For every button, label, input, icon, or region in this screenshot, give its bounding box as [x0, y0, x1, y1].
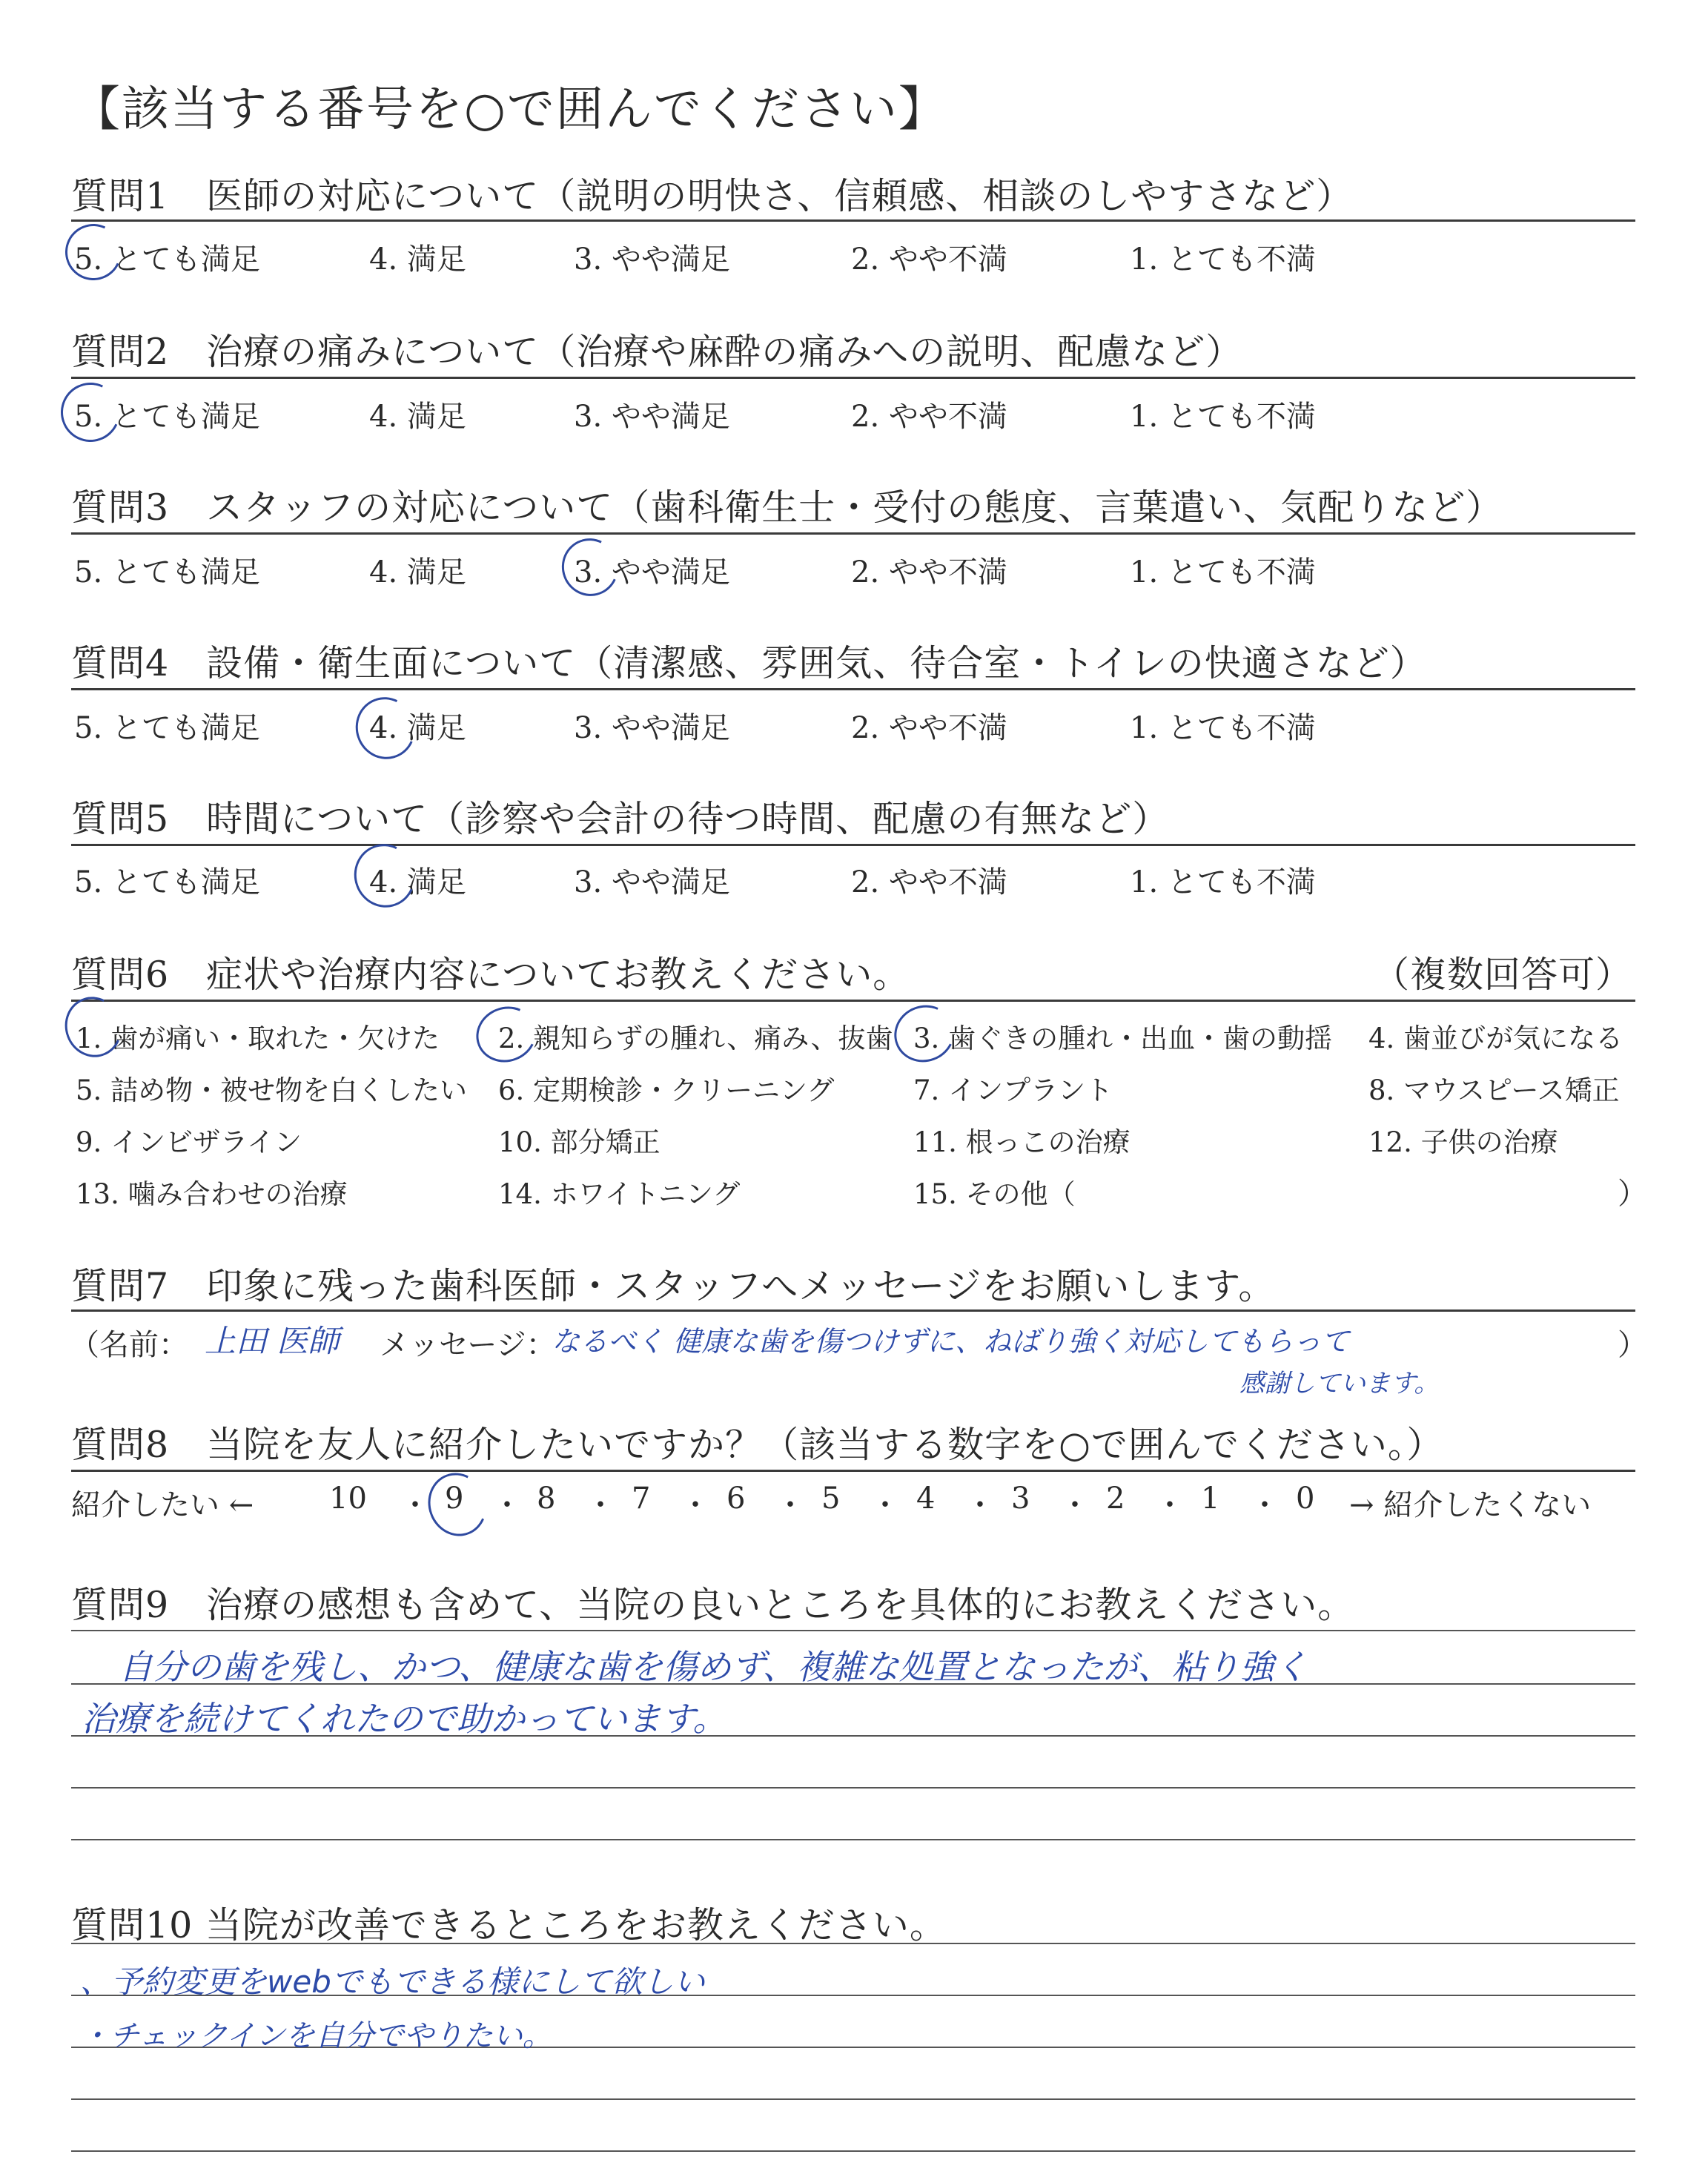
q2-option-1[interactable]: 1. とても不満	[1130, 400, 1316, 434]
q8-dot: ・	[1155, 1488, 1185, 1522]
q7-title: 質問7 印象に残った歯科医師・スタッフへメッセージをお願いします。	[71, 1265, 1276, 1307]
q6-option-14[interactable]: 14. ホワイトニング	[498, 1178, 741, 1210]
q4-option-5[interactable]: 5. とても満足	[74, 711, 260, 745]
q8-dot: ・	[1060, 1488, 1090, 1522]
q7-close-paren: ）	[1618, 1328, 1647, 1362]
q2-option-2[interactable]: 2. やや不満	[851, 400, 1007, 434]
q5-rule	[71, 844, 1635, 846]
q10-answer-line-2[interactable]: ・チェックインを自分でやりたい。	[80, 2019, 552, 2053]
q9-title: 質問9 治療の感想も含めて、当院の良いところを具体的にお教えください。	[71, 1584, 1355, 1626]
q5-option-2[interactable]: 2. やや不満	[851, 865, 1007, 899]
q4-selection-circle	[347, 689, 424, 767]
q6-rule	[71, 1000, 1635, 1002]
q2-rule	[71, 377, 1635, 379]
q6-option-13[interactable]: 13. 噛み合わせの治療	[76, 1178, 348, 1210]
q8-title: 質問8 当院を友人に紹介したいですか？（該当する数字を○で囲んでください。）	[71, 1424, 1444, 1466]
q3-selection-circle	[554, 530, 626, 604]
q2-option-5[interactable]: 5. とても満足	[74, 400, 260, 434]
q8-right-label: → 紹介したくない	[1349, 1488, 1592, 1522]
q3-option-2[interactable]: 2. やや不満	[851, 555, 1007, 589]
q2-selection-circle	[53, 374, 129, 451]
q3-option-3[interactable]: 3. やや満足	[574, 555, 730, 589]
q1-option-3[interactable]: 3. やや満足	[574, 242, 730, 277]
q7-name-label: （名前：	[70, 1328, 188, 1362]
q2-option-4[interactable]: 4. 満足	[369, 400, 466, 434]
q8-rule	[71, 1470, 1635, 1472]
q6-selection-circle-2	[469, 998, 544, 1071]
q9-line	[71, 1630, 1635, 1631]
q10-title: 質問10 当院が改善できるところをお教えください。	[71, 1904, 947, 1946]
q8-value-6[interactable]: 6	[726, 1482, 746, 1516]
q10-line	[71, 2098, 1635, 2100]
q6-option-1[interactable]: 1. 歯が痛い・取れた・欠けた	[76, 1023, 440, 1054]
q8-value-3[interactable]: 3	[1011, 1482, 1030, 1516]
q6-option-10[interactable]: 10. 部分矯正	[498, 1126, 661, 1158]
q3-title: 質問3 スタッフの対応について（歯科衛生士・受付の態度、言葉遣い、気配りなど）	[71, 486, 1503, 529]
q4-option-1[interactable]: 1. とても不満	[1130, 711, 1316, 745]
q5-option-3[interactable]: 3. やや満足	[574, 865, 730, 899]
q1-option-4[interactable]: 4. 満足	[369, 242, 466, 277]
q4-rule	[71, 688, 1635, 690]
q5-option-1[interactable]: 1. とても不満	[1130, 865, 1316, 899]
q9-line	[71, 1839, 1635, 1840]
q6-title: 質問6 症状や治療内容についてお教えください。	[71, 954, 910, 996]
q8-dot: ・	[492, 1488, 522, 1522]
q8-dot: ・	[681, 1488, 710, 1522]
q7-message-label: メッセージ：	[380, 1328, 556, 1362]
q6-option-11[interactable]: 11. 根っこの治療	[913, 1126, 1131, 1158]
q5-title: 質問5 時間について（診察や会計の待つ時間、配慮の有無など）	[71, 798, 1170, 840]
q9-line	[71, 1787, 1635, 1789]
q4-option-4[interactable]: 4. 満足	[369, 711, 466, 745]
q8-selection-circle	[420, 1464, 496, 1544]
q8-value-10[interactable]: 10	[329, 1482, 367, 1516]
q8-dot: ・	[1250, 1488, 1280, 1522]
q2-option-3[interactable]: 3. やや満足	[574, 400, 730, 434]
q8-left-label: 紹介したい ←	[71, 1488, 254, 1522]
q8-value-0[interactable]: 0	[1296, 1482, 1315, 1516]
q8-dot: ・	[870, 1488, 900, 1522]
q6-option-7[interactable]: 7. インプラント	[913, 1074, 1113, 1106]
q1-option-1[interactable]: 1. とても不満	[1130, 242, 1316, 277]
q6-option-3[interactable]: 3. 歯ぐきの腫れ・出血・歯の動揺	[913, 1023, 1333, 1054]
q6-option-15[interactable]: 15. その他（	[913, 1178, 1076, 1210]
q10-line	[71, 1943, 1635, 1944]
q5-option-4[interactable]: 4. 満足	[369, 865, 466, 899]
q4-title: 質問4 設備・衛生面について（清潔感、雰囲気、待合室・トイレの快適さなど）	[71, 642, 1427, 684]
q8-value-7[interactable]: 7	[632, 1482, 651, 1516]
q1-rule	[71, 219, 1635, 222]
q6-option-6[interactable]: 6. 定期検診・クリーニング	[498, 1074, 835, 1106]
q6-selection-circle-3	[886, 997, 962, 1070]
q6-option-9[interactable]: 9. インビザライン	[76, 1126, 302, 1158]
q7-rule	[71, 1309, 1635, 1312]
q3-option-4[interactable]: 4. 満足	[369, 555, 466, 589]
q6-option-5[interactable]: 5. 詰め物・被せ物を白くしたい	[76, 1074, 468, 1106]
q7-message-line-2[interactable]: 感謝しています。	[1239, 1369, 1440, 1398]
q8-dot: ・	[586, 1488, 615, 1522]
q3-option-5[interactable]: 5. とても満足	[74, 555, 260, 589]
q2-title: 質問2 治療の痛みについて（治療や麻酔の痛みへの説明、配慮など）	[71, 331, 1243, 373]
q4-option-2[interactable]: 2. やや不満	[851, 711, 1007, 745]
q8-value-1[interactable]: 1	[1201, 1482, 1220, 1516]
q3-option-1[interactable]: 1. とても不満	[1130, 555, 1316, 589]
q6-other-close-paren: ）	[1618, 1177, 1647, 1211]
q6-option-12[interactable]: 12. 子供の治療	[1368, 1126, 1558, 1158]
q9-answer-line-2[interactable]: 治療を続けてくれたので助かっています。	[82, 1699, 727, 1739]
q6-option-2[interactable]: 2. 親知らずの腫れ、痛み、抜歯	[498, 1023, 893, 1054]
q8-value-2[interactable]: 2	[1106, 1482, 1125, 1516]
q9-answer-line-1[interactable]: 自分の歯を残し、かつ、健康な歯を傷めず、複雑な処置となったが、粘り強く	[119, 1647, 1308, 1687]
q8-value-8[interactable]: 8	[537, 1482, 556, 1516]
q7-message-line-1[interactable]: なるべく 健康な歯を傷つけずに、ねばり強く対応してもらって	[552, 1325, 1350, 1358]
q1-option-2[interactable]: 2. やや不満	[851, 242, 1007, 277]
q3-rule	[71, 532, 1635, 535]
q5-option-5[interactable]: 5. とても満足	[74, 865, 260, 899]
q8-dot: ・	[775, 1488, 805, 1522]
q10-line	[71, 2150, 1635, 2152]
q4-option-3[interactable]: 3. やや満足	[574, 711, 730, 745]
q8-value-5[interactable]: 5	[821, 1482, 841, 1516]
q1-option-5[interactable]: 5. とても満足	[74, 242, 260, 277]
q8-dot: ・	[400, 1488, 430, 1522]
q6-option-8[interactable]: 8. マウスピース矯正	[1368, 1074, 1620, 1106]
q8-value-4[interactable]: 4	[916, 1482, 936, 1516]
q7-name-value[interactable]: 上田 医師	[205, 1323, 340, 1359]
q10-answer-line-1[interactable]: 、予約変更をwebでもできる様にして欲しい	[80, 1964, 705, 2000]
q1-title: 質問1 医師の対応について（説明の明快さ、信頼感、相談のしやすさなど）	[71, 175, 1354, 217]
form-title: 【該当する番号を○で囲んでください】	[73, 82, 947, 137]
q8-value-9[interactable]: 9	[445, 1482, 464, 1516]
q8-dot: ・	[965, 1488, 995, 1522]
q6-option-4[interactable]: 4. 歯並びが気になる	[1368, 1023, 1623, 1054]
q6-note: （複数回答可）	[1373, 954, 1633, 996]
q5-selection-circle	[345, 836, 424, 916]
